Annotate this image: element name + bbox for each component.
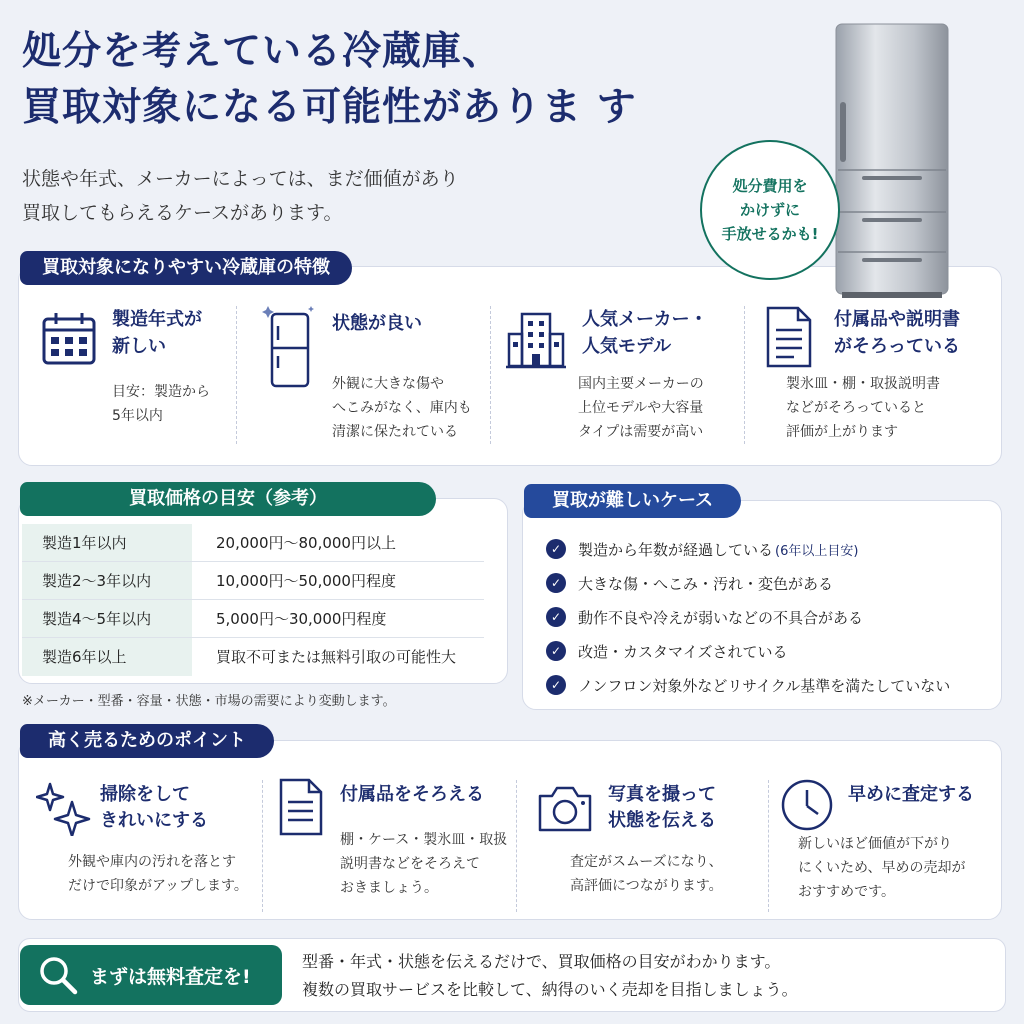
feature-desc: 清潔に保たれている bbox=[332, 424, 458, 440]
tip-desc: 棚・ケース・製氷皿・取扱 bbox=[340, 832, 508, 848]
feature-desc: 上位モデルや大容量 bbox=[578, 400, 704, 416]
feature-desc: 製氷皿・棚・取扱説明書 bbox=[786, 376, 940, 392]
difficult-text: 大きな傷・へこみ・汚れ・変色がある bbox=[578, 574, 834, 593]
clock-icon bbox=[780, 778, 834, 832]
tip-desc: おすすめです。 bbox=[798, 884, 896, 900]
tip-desc: にくいため、早めの売却が bbox=[798, 860, 966, 876]
price-value: 買取不可または無料引取の可能性大 bbox=[216, 648, 457, 666]
feature-item bbox=[506, 302, 738, 448]
savings-badge bbox=[700, 140, 840, 280]
list-item bbox=[546, 668, 950, 702]
list-item bbox=[546, 532, 950, 566]
sparkle-icon bbox=[36, 780, 92, 836]
price-value: 5,000円～30,000円程度 bbox=[216, 610, 387, 628]
free-appraisal-button[interactable] bbox=[20, 945, 282, 1005]
price-value: 20,000円～80,000円以上 bbox=[216, 534, 396, 552]
tips-tag: 高く売るためのポイント bbox=[20, 724, 274, 758]
title-line-1: 処分を考えている冷蔵庫、 bbox=[22, 29, 503, 74]
feature-divider bbox=[744, 306, 745, 444]
cta-text bbox=[302, 948, 798, 1004]
lead-line-2: 買取してもらえるケースがあります。 bbox=[22, 202, 343, 224]
tip-desc: 高評価につながります。 bbox=[570, 878, 723, 894]
feature-desc: 評価が上がります bbox=[786, 424, 898, 440]
title-line-2: 買取対象になる可能性がありま す bbox=[22, 85, 637, 130]
list-item bbox=[546, 600, 950, 634]
tip-desc: 外観や庫内の汚れを落とす bbox=[68, 854, 236, 870]
tip-title: 付属品をそろえる bbox=[340, 784, 484, 805]
price-value: 10,000円～50,000円程度 bbox=[216, 572, 396, 590]
check-icon: ✓ bbox=[546, 675, 566, 695]
table-row bbox=[22, 524, 484, 562]
cta-button-label: まずは無料査定を! bbox=[90, 965, 251, 988]
check-icon: ✓ bbox=[546, 539, 566, 559]
fridge-illustration bbox=[832, 22, 952, 300]
price-note: ※メーカー・型番・容量・状態・市場の需要により変動します。 bbox=[22, 694, 396, 709]
calendar-icon bbox=[40, 310, 98, 368]
difficult-note: (6年以上目安) bbox=[775, 543, 859, 559]
badge-line-1: 処分費用を bbox=[732, 177, 808, 195]
tip-divider bbox=[516, 780, 517, 912]
features-tag: 買取対象になりやすい冷蔵庫の特徴 bbox=[20, 251, 352, 285]
difficult-text: ノンフロン対象外などリサイクル基準を満たしていない bbox=[578, 676, 951, 695]
feature-desc: 5年以内 bbox=[112, 408, 163, 424]
check-icon: ✓ bbox=[546, 573, 566, 593]
table-row bbox=[22, 600, 484, 638]
document-icon bbox=[278, 778, 324, 836]
feature-desc: タイプは需要が高い bbox=[578, 424, 704, 440]
price-label: 製造6年以上 bbox=[22, 638, 192, 676]
feature-item bbox=[764, 302, 994, 448]
tip-divider bbox=[768, 780, 769, 912]
feature-item bbox=[262, 302, 482, 448]
price-label: 製造1年以内 bbox=[22, 524, 192, 561]
feature-title: 人気メーカー・ bbox=[582, 309, 708, 330]
tip-title: きれいにする bbox=[100, 810, 208, 831]
lead-text bbox=[22, 162, 459, 230]
check-icon: ✓ bbox=[546, 641, 566, 661]
cta-line-2: 複数の買取サービスを比較して、納得のいく売却を目指しましょう。 bbox=[302, 980, 798, 999]
badge-line-3: 手放せるかも! bbox=[721, 225, 819, 243]
feature-desc: 国内主要メーカーの bbox=[578, 376, 704, 392]
table-row bbox=[22, 638, 484, 676]
tip-desc: だけで印象がアップします。 bbox=[68, 878, 248, 894]
document-icon bbox=[764, 306, 814, 368]
feature-desc: 目安：製造から bbox=[112, 384, 210, 400]
building-icon bbox=[506, 308, 566, 370]
feature-divider bbox=[490, 306, 491, 444]
feature-title: 状態が良い bbox=[332, 313, 422, 334]
tip-title: 早めに査定する bbox=[848, 784, 974, 805]
list-item bbox=[546, 634, 950, 668]
tip-title: 掃除をして bbox=[100, 784, 190, 805]
difficult-tag: 買取が難しいケース bbox=[524, 484, 741, 518]
price-label: 製造2～3年以内 bbox=[22, 562, 192, 599]
feature-title: 付属品や説明書 bbox=[834, 309, 960, 330]
feature-title: 製造年式が bbox=[112, 309, 202, 330]
feature-divider bbox=[236, 306, 237, 444]
difficult-text: 改造・カスタマイズされている bbox=[578, 642, 788, 661]
tip-desc: おきましょう。 bbox=[340, 880, 438, 896]
badge-line-2: かけずに bbox=[739, 201, 800, 219]
tip-desc: 説明書などをそろえて bbox=[340, 856, 480, 872]
feature-desc: などがそろっていると bbox=[786, 400, 926, 416]
prices-tag bbox=[20, 482, 436, 516]
check-icon: ✓ bbox=[546, 607, 566, 627]
tip-desc: 査定がスムーズになり、 bbox=[570, 854, 723, 870]
feature-title: 新しい bbox=[112, 336, 166, 357]
feature-item bbox=[40, 302, 230, 448]
fridge-icon bbox=[262, 306, 318, 390]
search-icon bbox=[38, 955, 78, 995]
feature-desc: 外観に大きな傷や bbox=[332, 376, 444, 392]
camera-icon bbox=[536, 784, 594, 834]
table-row bbox=[22, 562, 484, 600]
price-label: 製造4～5年以内 bbox=[22, 600, 192, 637]
tip-title: 状態を伝える bbox=[608, 810, 716, 831]
feature-title: がそろっている bbox=[834, 336, 960, 357]
price-table bbox=[22, 524, 484, 676]
lead-line-1: 状態や年式、メーカーによっては、まだ価値があり bbox=[22, 168, 459, 190]
difficult-text: 製造から年数が経過している bbox=[578, 540, 774, 559]
page-title bbox=[22, 24, 637, 136]
difficult-list bbox=[546, 532, 950, 702]
tip-desc: 新しいほど価値が下がり bbox=[798, 836, 952, 852]
cta-line-1: 型番・年式・状態を伝えるだけで、買取価格の目安がわかります。 bbox=[302, 952, 781, 971]
tip-divider bbox=[262, 780, 263, 912]
feature-title: 人気モデル bbox=[582, 336, 672, 357]
tip-title: 写真を撮って bbox=[608, 784, 716, 805]
feature-desc: へこみがなく、庫内も bbox=[332, 400, 472, 416]
list-item bbox=[546, 566, 950, 600]
prices-tag-label: 買取価格の目安（参考） bbox=[129, 488, 327, 509]
difficult-text: 動作不良や冷えが弱いなどの不具合がある bbox=[578, 608, 864, 627]
